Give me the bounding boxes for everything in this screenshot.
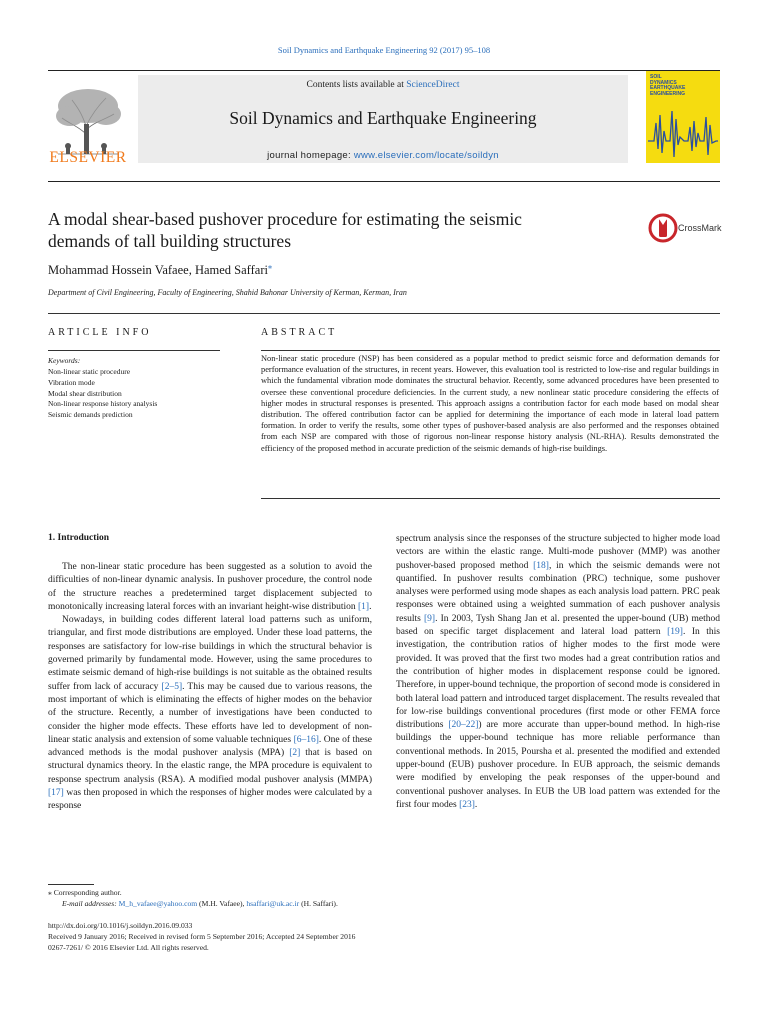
- corresponding-author-note: ⁎ Corresponding author.: [48, 888, 122, 897]
- intro-paragraph-1: The non-linear static procedure has been suggested as a solution to avoid the difficulties of non-linear dynamic analysis. In pushover procedure, the control node of the structure reaches a predetermined target displacement subjected to monotonically increasing lateral forces with an invariant height-wise distribution [1].: [48, 562, 372, 612]
- reference-link[interactable]: [23]: [459, 799, 475, 810]
- crossmark-icon[interactable]: [648, 213, 678, 243]
- affiliation: Department of Civil Engineering, Faculty of Engineering, Shahid Bahonar University of Kerman, Kerman, Iran: [48, 288, 407, 297]
- cover-title: SOIL DYNAMICS EARTHQUAKE ENGINEERING: [650, 74, 686, 97]
- homepage-link[interactable]: www.elsevier.com/locate/soildyn: [353, 150, 499, 161]
- article-info-rule: [48, 350, 220, 351]
- reference-link[interactable]: [2]: [289, 748, 301, 759]
- abstract-text: Non-linear static procedure (NSP) has been considered as a popular method to predict seismic force and deformation demands for performance evaluation of the structures, in recent years. However, this evaluation tool is restricted to low-rise and regular buildings in which the fundamental vibration mode dominates the structural behavior. Recently, some advanced procedures have been presented to oversee these conventional procedure deficiencies. In the current study, a new nonlinear static procedure considering the effects of higher modes in structural responses is presented. This approach assigns a contribution factor for each mode based on modal shear distribution. The offered contribution factor can be applied for determining the importance of each mode in lateral load pattern formation. In order to verify the results, some other types of pushover-based analysis are also performed and the responses obtained from each NSP are compared with those of rigorous non-linear response history analysis (NL-RHA). Results demonstrated the efficiency of the proposed method in accurate prediction of the seismic demands of high-rise buildings.: [261, 354, 719, 453]
- reference-link[interactable]: [6–16]: [293, 734, 319, 745]
- publisher-logo-text: ELSEVIER: [49, 149, 127, 166]
- keywords-label: Keywords:: [48, 356, 81, 365]
- section-heading-introduction: 1. Introduction: [48, 533, 110, 543]
- reference-link[interactable]: [17]: [48, 788, 64, 799]
- copyright: 0267-7261/ © 2016 Elsevier Ltd. All rights reserved.: [48, 943, 209, 952]
- corresponding-author-mark[interactable]: ⁎: [267, 262, 272, 271]
- doi-link[interactable]: http://dx.doi.org/10.1016/j.soildyn.2016.09.033: [48, 921, 193, 930]
- reference-link[interactable]: [2–5]: [161, 681, 183, 692]
- keyword-item: Seismic demands prediction: [48, 410, 133, 420]
- article-info-heading: ARTICLE INFO: [48, 327, 152, 338]
- keyword-item: Modal shear distribution: [48, 388, 122, 398]
- crossmark-label[interactable]: CrossMark: [678, 223, 722, 233]
- homepage-line: [138, 150, 628, 161]
- keyword-item: Vibration mode: [48, 377, 95, 387]
- abstract-heading: ABSTRACT: [261, 327, 338, 338]
- sciencedirect-link[interactable]: ScienceDirect: [406, 80, 460, 90]
- journal-citation[interactable]: Soil Dynamics and Earthquake Engineering 92 (2017) 95–108: [277, 45, 491, 55]
- section-rule: [48, 313, 720, 314]
- email-link[interactable]: hsaffari@uk.ac.ir: [246, 899, 300, 908]
- contents-prefix: Contents lists available at: [306, 80, 407, 90]
- email-addresses: E-mail addresses: M_h_vafaee@yahoo.com (M.H. Vafaee), hsaffari@uk.ac.ir (H. Saffari).: [62, 899, 338, 908]
- intro-paragraph-2: Nowadays, in building codes different lateral load patterns such as uniform, triangular, and first mode distributions are employed. Under these load patterns, the responses are satisfactory for low-rise buildings in which the structural behavior is governed primarily by fundamental mode. However, using the same procedures to estimate seismic demand of high-rise buildings is not suitable as the obtained results suffer from lack of accuracy [2–5]. This may be caused due to various reasons, the most important of which is eliminating the effects of higher modes on the behavior of the structure. Recently, a number of investigations have been conducted to consider the higher mode effects. These efforts have led to development of non-linear static analysis and extension of some valuable techniques [6–16]. One of these advanced methods is the modal pushover analysis (MPA) [2] that is based on structural dynamics theory. In the elastic range, the MPA procedure is equivalent to response spectrum analysis (RSA). A modified modal pushover analysis (MMPA) [17] was then proposed in which the responses of higher modes were calculated by a response: [48, 615, 372, 812]
- keywords-list: [48, 367, 157, 421]
- keyword-item: Non-linear static procedure: [48, 367, 131, 376]
- journal-cover-thumbnail[interactable]: [646, 71, 720, 163]
- author-list: [48, 262, 272, 278]
- reference-link[interactable]: [9]: [424, 613, 436, 624]
- header-rule-bottom: [48, 181, 720, 182]
- homepage-prefix: journal homepage:: [267, 150, 354, 161]
- body-column-left: [48, 561, 372, 814]
- received-dates: Received 9 January 2016; Received in revised form 5 September 2016; Accepted 24 September 2016: [48, 932, 356, 941]
- body-column-right: [396, 533, 720, 812]
- abstract-rule-bottom: [261, 498, 720, 499]
- abstract-rule-top: [261, 350, 720, 351]
- journal-title: Soil Dynamics and Earthquake Engineering: [229, 108, 537, 128]
- reference-link[interactable]: [1]: [357, 601, 370, 612]
- keyword-item: Non-linear response history analysis: [48, 399, 158, 409]
- reference-link[interactable]: [18]: [533, 560, 549, 571]
- authors-text: Mohammad Hossein Vafaee, Hamed Saffari: [48, 263, 268, 278]
- cover-seismogram-icon: [646, 71, 720, 163]
- email-link[interactable]: M_h_vafaee@yahoo.com: [118, 899, 198, 908]
- header-rule-top: [48, 70, 720, 71]
- reference-link[interactable]: [19]: [667, 627, 683, 638]
- article-title: A modal shear-based pushover procedure for estimating the seismic demands of tall building structures: [48, 209, 522, 251]
- reference-link[interactable]: [20–22]: [448, 720, 479, 731]
- contents-line: [138, 80, 628, 90]
- intro-paragraph-continued: spectrum analysis since the responses of the structure subjected to higher mode load vectors are within the elastic range. Multi-mode pushover (MMP) was another pushover-based proposed method [18], in which the seismic demands were not quantified. In pushover results combination (PRC) technique, some pushover analyses were performed using mode shapes as each analysis load pattern. PRC peak responses were obtained using a weighted summation of each pushover analysis results [9]. In 2003, Tysh Shang Jan et al. presented the upper-bound (UB) method based on specific target displacement and lateral load pattern [19]. In this investigation, the contribution ratios of higher modes to the first mode were provided. It was proved that the first two modes had a great contribution ratios and the contribution of higher modes in displacement response could be ignored. Therefore, in upper-bound technique, the proportion of second mode is considered in both lateral load pattern and introduced target displacement. The results revealed that for low-rise buildings conventional procedures (first mode or other FEMA force distributions [20–22]) are more accurate than upper-bound method. In high-rise buildings the upper-bound technique has more reliable performance than conventional methods. In 2015, Poursha et al. presented the modified and extended upper-bound (EUB) pushover procedure. In EUB approach, the seismic demands were modified by enveloping the peak responses of the upper-bound and conventional pushover analyses. In EUB the UB load pattern was extended for the first four modes [23].: [396, 534, 720, 810]
- footnote-rule: [48, 884, 94, 885]
